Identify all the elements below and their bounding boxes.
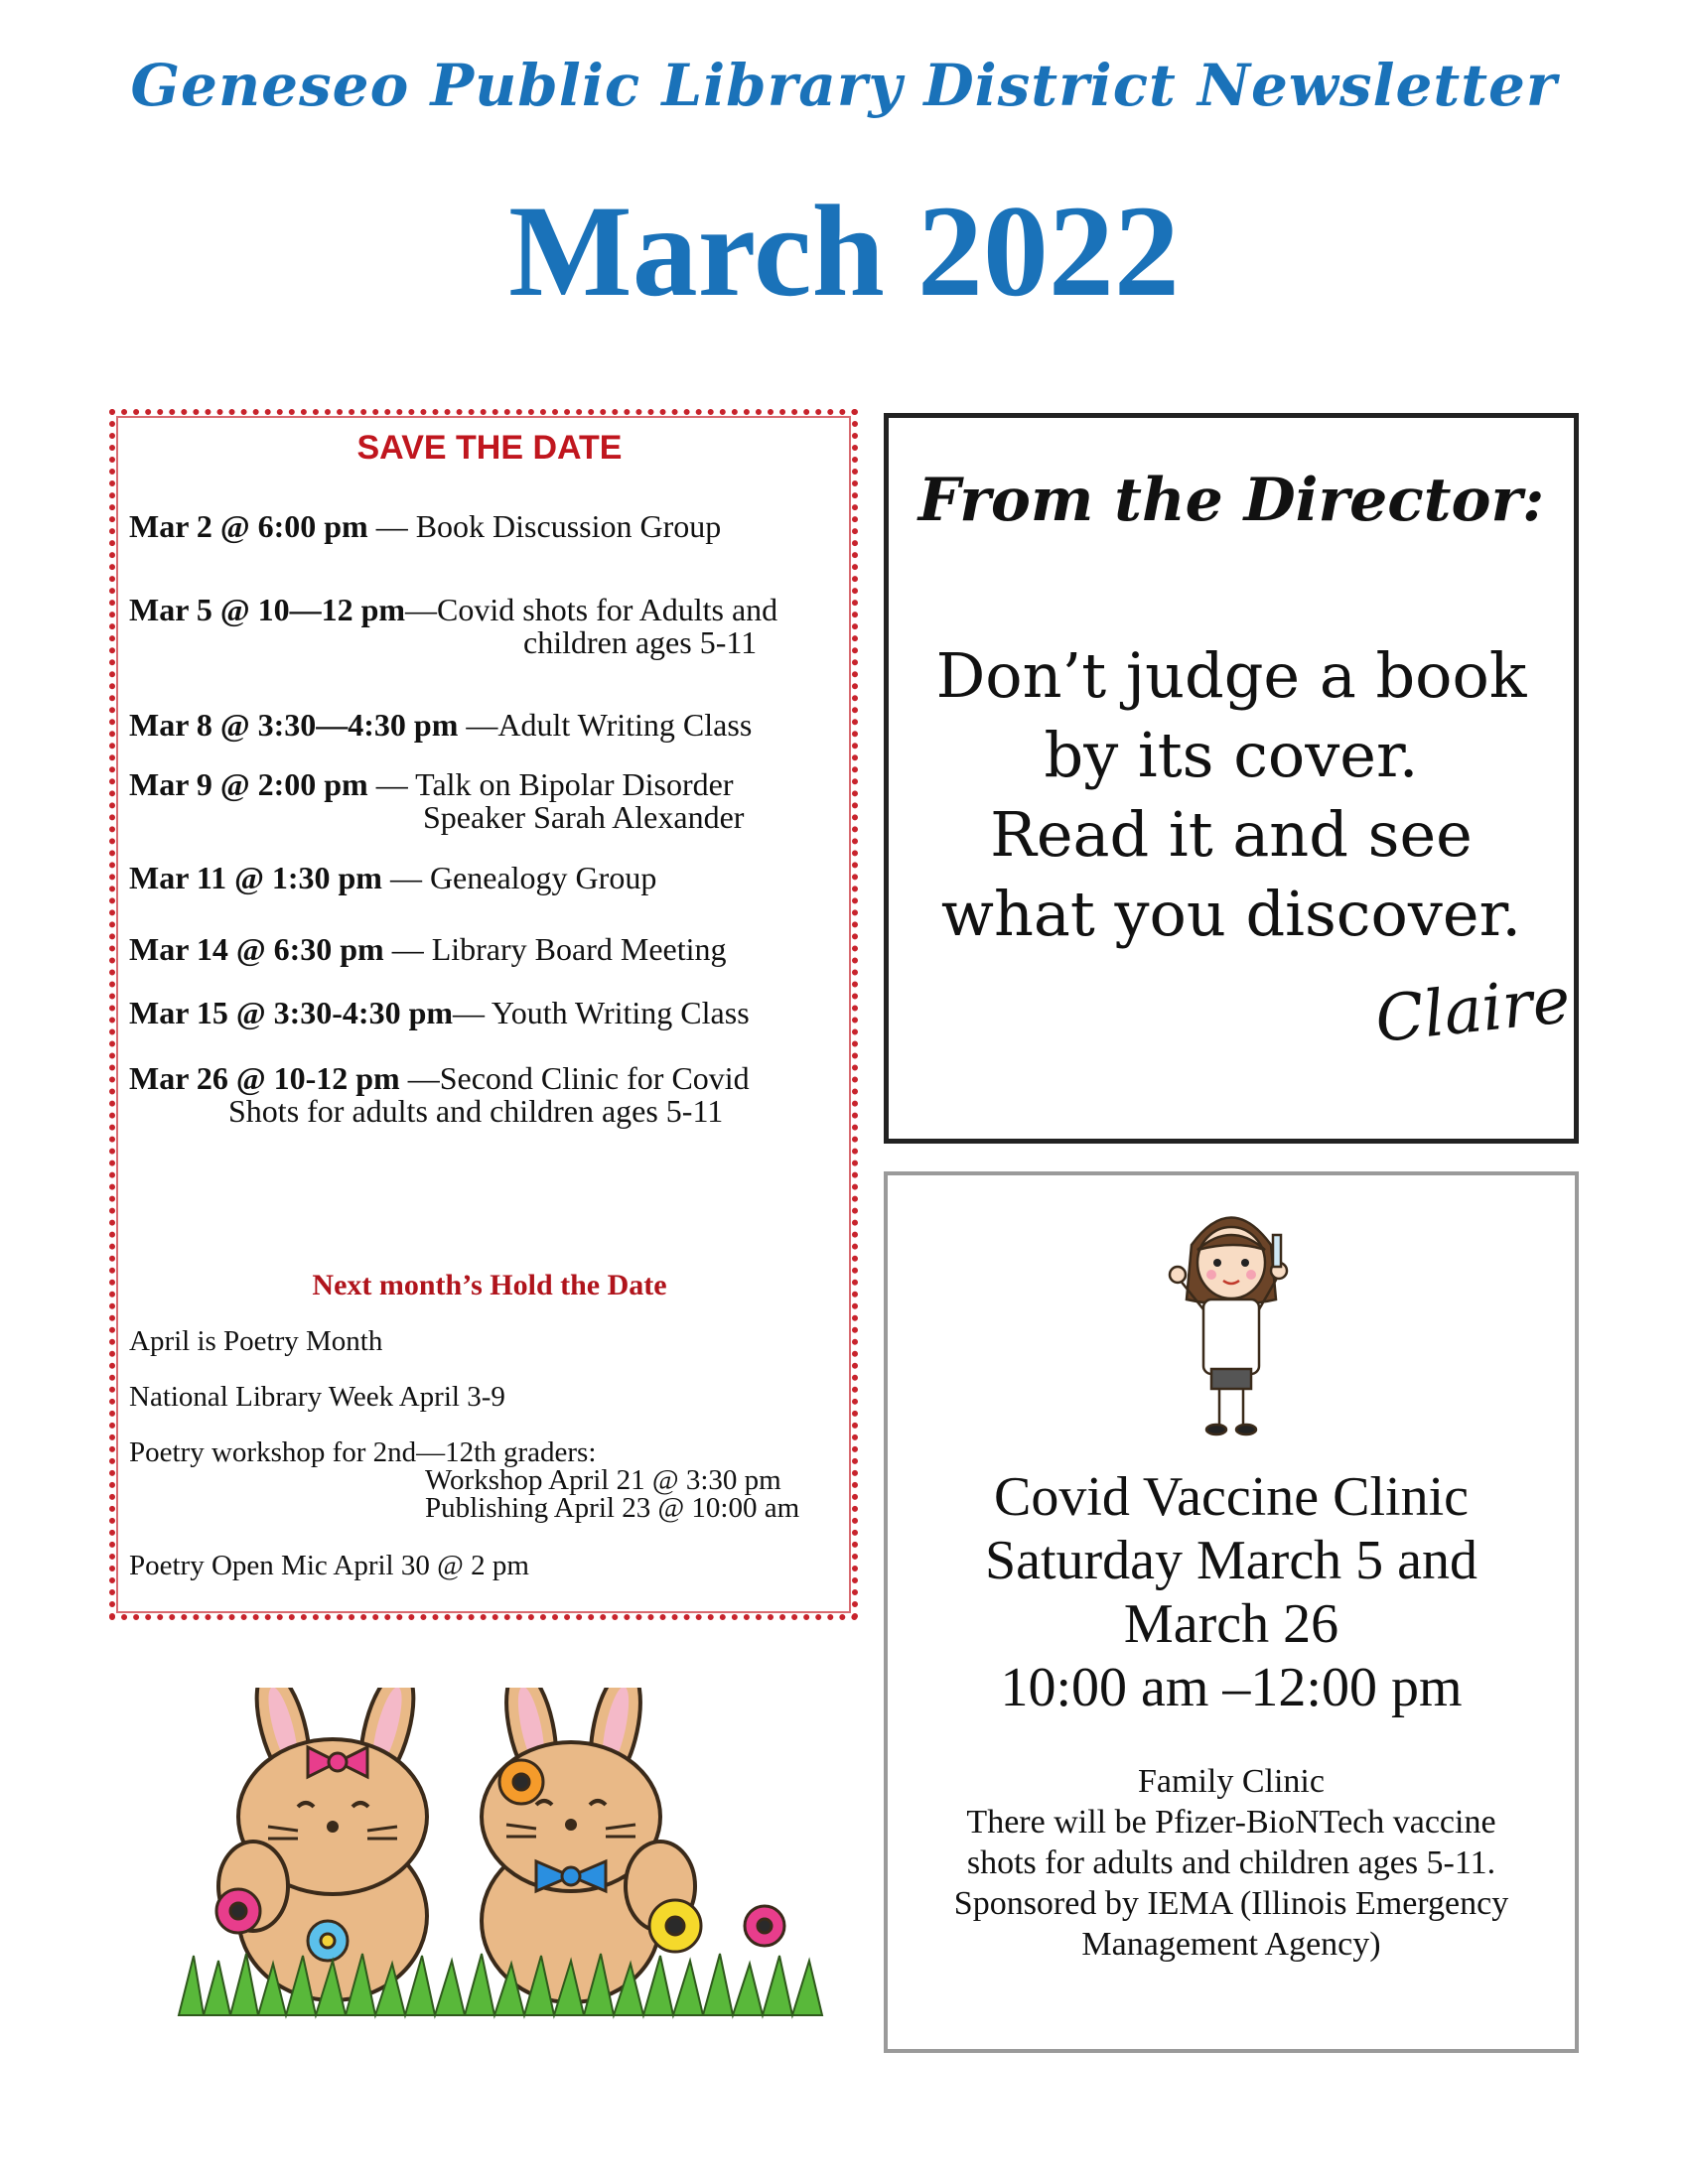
hold-item: Workshop April 21 @ 3:30 pm <box>425 1464 781 1496</box>
newsletter-title: Geneseo Public Library District Newsletter <box>130 52 1558 119</box>
event-description: — Talk on Bipolar Disorder <box>367 766 734 802</box>
event-date: Mar 9 @ 2:00 pm <box>129 766 368 802</box>
clinic-announcement <box>888 1465 1575 1719</box>
bunnies-flowers-clipart-icon <box>169 1688 844 2025</box>
clinic-line: Saturday March 5 and <box>984 1530 1478 1591</box>
clinic-detail-line: There will be Pfizer-BioNTech vaccine <box>966 1804 1496 1841</box>
hold-item: National Library Week April 3-9 <box>129 1381 505 1413</box>
event-date: Mar 26 @ 10-12 pm <box>129 1060 400 1096</box>
month-title: March 2022 <box>508 178 1180 324</box>
event-item <box>129 1062 750 1128</box>
event-description-continued: Shots for adults and children ages 5-11 <box>228 1093 724 1129</box>
event-item <box>129 768 744 834</box>
clinic-detail-line: shots for adults and children ages 5-11. <box>966 1844 1496 1881</box>
quote-line: Read it and see <box>990 798 1473 871</box>
event-description: —Second Clinic for Covid <box>399 1060 750 1096</box>
event-description: — Youth Writing Class <box>453 995 750 1030</box>
event-description-continued: Speaker Sarah Alexander <box>423 799 745 835</box>
director-box <box>884 413 1579 1144</box>
hold-item: April is Poetry Month <box>129 1325 383 1357</box>
event-date: Mar 2 @ 6:00 pm <box>129 508 368 544</box>
event-date: Mar 11 @ 1:30 pm <box>129 860 382 895</box>
save-the-date-heading: SAVE THE DATE <box>356 429 623 467</box>
quote-line: what you discover. <box>940 878 1522 950</box>
hold-the-date-heading: Next month’s Hold the Date <box>312 1269 667 1301</box>
clinic-details <box>888 1761 1575 1965</box>
event-date: Mar 8 @ 3:30—4:30 pm <box>129 707 459 743</box>
covid-clinic-box <box>884 1171 1579 2053</box>
event-item <box>129 709 752 742</box>
hold-item: Poetry workshop for 2nd—12th graders: <box>129 1436 597 1468</box>
director-heading: From the Director: <box>917 466 1545 535</box>
event-date: Mar 14 @ 6:30 pm <box>129 931 384 967</box>
event-description: — Library Board Meeting <box>383 931 727 967</box>
clinic-line: Covid Vaccine Clinic <box>994 1466 1469 1528</box>
quote-line: by its cover. <box>1044 719 1419 791</box>
clinic-line: 10:00 am –12:00 pm <box>1000 1657 1463 1718</box>
event-item <box>129 997 750 1029</box>
event-item <box>129 594 777 659</box>
event-description: — Book Discussion Group <box>367 508 722 544</box>
clinic-detail-line: Family Clinic <box>1138 1763 1325 1800</box>
clinic-detail-line: Sponsored by IEMA (Illinois Emergency <box>953 1885 1509 1922</box>
hold-item: Publishing April 23 @ 10:00 am <box>425 1492 800 1524</box>
event-description: — Genealogy Group <box>381 860 657 895</box>
event-description-continued: children ages 5-11 <box>523 624 758 660</box>
event-description: —Covid shots for Adults and <box>405 592 778 627</box>
director-quote <box>889 636 1574 954</box>
event-item <box>129 862 656 894</box>
director-signature: Claire <box>1371 963 1574 1058</box>
event-item <box>129 933 727 966</box>
nurse-clipart-icon <box>1162 1195 1301 1443</box>
clinic-line: March 26 <box>1123 1593 1339 1655</box>
save-the-date-box <box>109 409 858 1620</box>
event-description: —Adult Writing Class <box>458 707 753 743</box>
event-date: Mar 15 @ 3:30-4:30 pm <box>129 995 454 1030</box>
event-item <box>129 510 721 543</box>
clinic-detail-line: Management Agency) <box>1081 1926 1381 1963</box>
hold-item: Poetry Open Mic April 30 @ 2 pm <box>129 1550 529 1581</box>
event-date: Mar 5 @ 10—12 pm <box>129 592 406 627</box>
quote-line: Don’t judge a book <box>935 639 1527 712</box>
